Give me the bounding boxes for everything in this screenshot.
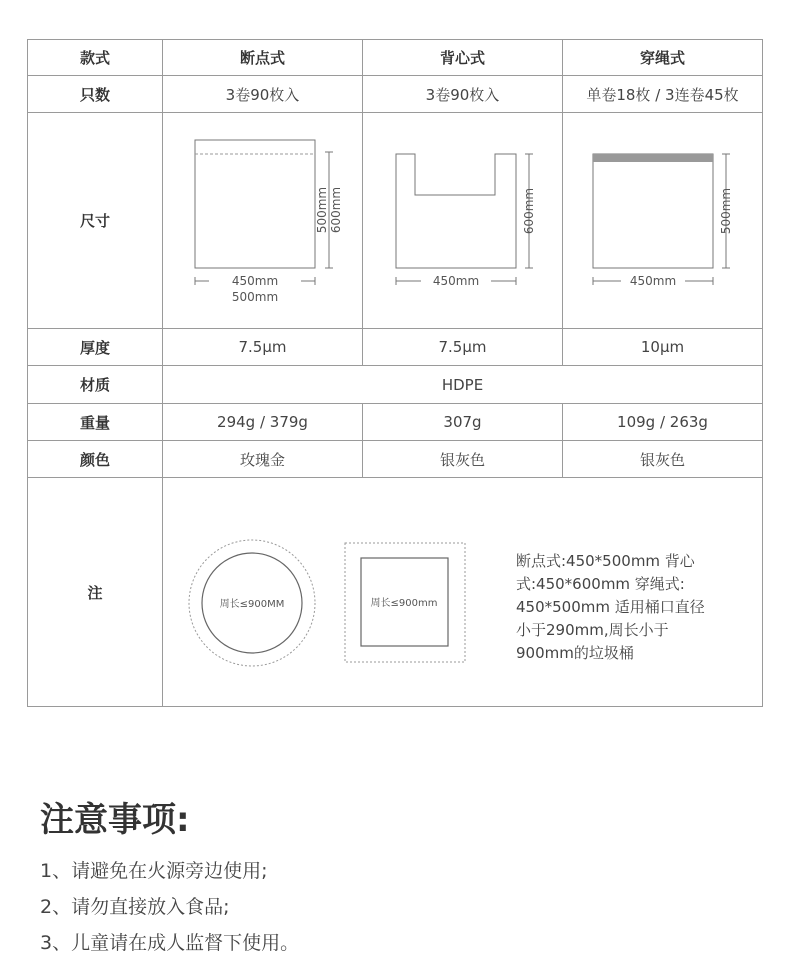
note-line-4: 小于290mm,周长小于 [515, 621, 669, 639]
note-cell [163, 478, 763, 707]
height-label-alt: 600mm [329, 186, 343, 234]
drawstring-bag-outline [593, 154, 713, 268]
weight-col-1: 294g / 379g [163, 404, 363, 441]
width-label-alt: 500mm [231, 290, 279, 304]
weight-col-3: 109g / 263g [563, 404, 763, 441]
notes-item: 2、请勿直接放入食品; [40, 896, 230, 918]
style-col-3: 穿绳式 [563, 40, 763, 76]
note-line-1: 断点式:450*500mm 背心 [515, 552, 695, 570]
count-col-1: 3卷90枚入 [163, 76, 363, 113]
label-material: 材质 [28, 366, 163, 404]
row-count [28, 76, 763, 113]
width-label: 450mm [231, 274, 279, 288]
spec-table [27, 39, 763, 707]
row-weight [28, 404, 763, 441]
thickness-col-2: 7.5µm [363, 329, 563, 366]
count-col-2: 3卷90枚入 [363, 76, 563, 113]
label-weight: 重量 [28, 404, 163, 441]
height-label: 600mm [522, 187, 536, 235]
height-label: 500mm [719, 187, 733, 235]
label-thickness: 厚度 [28, 329, 163, 366]
bag-diagram-vest [363, 113, 562, 324]
color-col-1: 玫瑰金 [163, 441, 363, 478]
bin-fit-diagram [164, 478, 762, 702]
notes-item: 1、请避免在火源旁边使用; [40, 860, 268, 882]
style-col-2: 背心式 [363, 40, 563, 76]
round-bin-label: 周长≤900MM [219, 599, 284, 610]
row-thickness [28, 329, 763, 366]
row-material [28, 366, 763, 404]
thickness-col-3: 10µm [563, 329, 763, 366]
note-line-5: 900mm的垃圾桶 [515, 644, 634, 662]
color-col-2: 银灰色 [363, 441, 563, 478]
row-note [28, 478, 763, 707]
size-col-3 [563, 113, 763, 329]
weight-col-2: 307g [363, 404, 563, 441]
label-count: 只数 [28, 76, 163, 113]
row-size [28, 113, 763, 329]
note-line-3: 450*500mm 适用桶口直径 [515, 598, 705, 616]
thickness-col-1: 7.5µm [163, 329, 363, 366]
drawstring-band [593, 154, 713, 162]
note-line-2: 式:450*600mm 穿绳式: [515, 575, 685, 593]
material-value: HDPE [163, 366, 763, 404]
row-style [28, 40, 763, 76]
style-col-1: 断点式 [163, 40, 363, 76]
count-col-3: 单卷18枚 / 3连卷45枚 [563, 76, 763, 113]
label-color: 颜色 [28, 441, 163, 478]
label-size: 尺寸 [28, 113, 163, 329]
size-col-1 [163, 113, 363, 329]
bag-diagram-break-point [163, 113, 362, 324]
notes-list [40, 856, 299, 964]
width-label: 450mm [629, 274, 677, 288]
label-style: 款式 [28, 40, 163, 76]
notes-item: 3、儿童请在成人监督下使用。 [40, 932, 300, 954]
size-col-2 [363, 113, 563, 329]
color-col-3: 银灰色 [563, 441, 763, 478]
bag-outline [195, 140, 315, 268]
notes-title: 注意事项: [40, 800, 190, 840]
row-color [28, 441, 763, 478]
width-label: 450mm [432, 274, 480, 288]
height-label: 500mm [315, 186, 329, 234]
bag-diagram-drawstring [563, 113, 762, 324]
label-note: 注 [28, 478, 163, 707]
vest-bag-outline [396, 154, 516, 268]
square-bin-label: 周长≤900mm [370, 598, 437, 609]
